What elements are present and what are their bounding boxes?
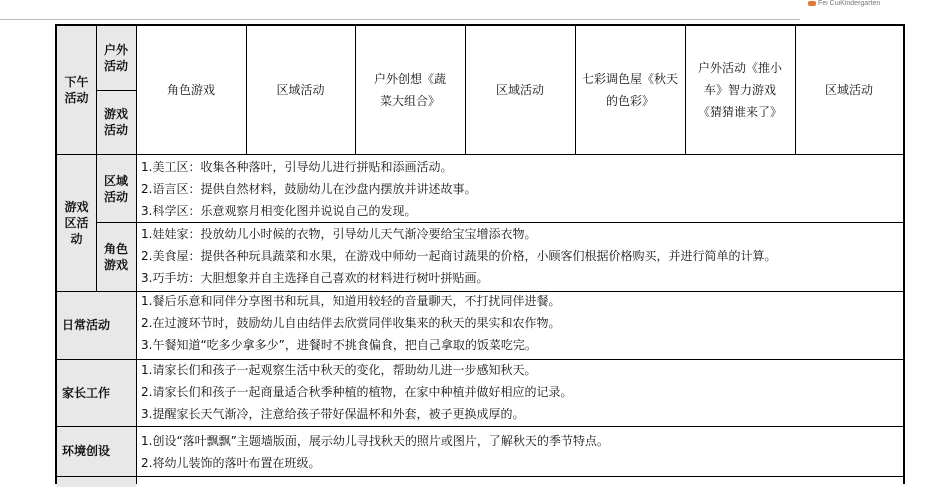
list-item: 2.在过渡环节时，鼓励幼儿自由结伴去欣赏同伴收集来的秋天的果实和农作物。 (141, 316, 561, 331)
afternoon-cell: 户外创想《蔬菜大组合》 (373, 72, 446, 108)
list-item: 3.科学区：乐意观察月相变化图并说说自己的发现。 (141, 204, 417, 219)
list-item: 1.创设“落叶飘飘”主题墙版面，展示幼儿寻找秋天的照片或图片，了解秋天的季节特点。 (141, 434, 609, 448)
list-item: 2.请家长们和孩子一起商量适合秋季种植的植物，在家中种植并做好相应的记录。 (141, 385, 573, 400)
list-item: 2.美食屋：提供各种玩具蔬菜和水果，在游戏中师幼一起商讨蔬果的价格，小顾客们根据价格购买，并进行简单的计算。 (141, 249, 777, 264)
table-rule (55, 291, 905, 292)
play-area-label: 游戏区活动 (57, 155, 96, 291)
role-game-content (136, 223, 903, 290)
daily-label: 日常活动 (57, 291, 136, 359)
table-rule (96, 24, 97, 291)
afternoon-cell: 区域活动 (276, 83, 325, 97)
afternoon-cell: 七彩调色屋《秋天的色彩》 (581, 72, 678, 108)
area-activity-content (136, 156, 903, 223)
list-item: 3.巧手坊：大胆想象并自主选择自己喜欢的材料进行树叶拼贴画。 (141, 271, 489, 286)
table-border (903, 24, 905, 484)
environment-label: 环境创设 (57, 426, 136, 476)
next-row-label (57, 477, 136, 487)
weekly-plan-table (55, 24, 905, 484)
parents-content (136, 359, 903, 426)
table-rule (55, 476, 905, 477)
afternoon-cell: 户外活动《推小车》智力游戏《猜猜谁来了》 (697, 61, 782, 119)
table-rule (355, 24, 356, 154)
afternoon-cell: 区域活动 (824, 83, 873, 97)
table-rule (136, 24, 137, 484)
environment-content (136, 430, 903, 474)
table-rule (465, 24, 466, 154)
list-item: 3.午餐知道“吃多少拿多少”，进餐时不挑食偏食，把自己拿取的饭菜吃完。 (141, 338, 537, 353)
outdoor-sub-label: 户外活动 (96, 26, 136, 90)
table-rule (55, 154, 905, 155)
table-rule (96, 90, 136, 91)
logo-icon (808, 1, 816, 6)
page-header-rule (0, 19, 800, 20)
daily-content (136, 290, 903, 357)
afternoon-cell: 角色游戏 (166, 83, 215, 97)
afternoon-label: 下午活动 (57, 26, 96, 154)
area-activity-label: 区域活动 (96, 155, 136, 222)
game-sub-label: 游戏活动 (96, 90, 136, 154)
list-item: 3.提醒家长天气渐冷，注意给孩子带好保温杯和外套，被子更换成厚的。 (141, 407, 525, 422)
list-item: 1.请家长们和孩子一起观察生活中秋天的变化，帮助幼儿进一步感知秋天。 (141, 363, 537, 377)
table-rule (685, 24, 686, 154)
table-rule (55, 359, 905, 360)
table-rule (96, 222, 905, 223)
list-item: 2.语言区：提供自然材料，鼓励幼儿在沙盘内摆放并讲述故事。 (141, 182, 477, 197)
table-border (55, 24, 57, 484)
table-border (55, 24, 905, 26)
table-rule (575, 24, 576, 154)
table-rule (795, 24, 796, 154)
list-item: 2.将幼儿装饰的落叶布置在班级。 (141, 456, 321, 471)
afternoon-cell: 区域活动 (495, 83, 544, 97)
kindergarten-logo: Fei CuiKindergarten (808, 0, 880, 7)
list-item: 1.餐后乐意和同伴分享图书和玩具，知道用较轻的音量聊天，不打扰同伴进餐。 (141, 294, 561, 308)
list-item: 1.娃娃家：投放幼儿小时候的衣物，引导幼儿天气渐冷要给宝宝增添衣物。 (141, 227, 537, 241)
role-game-label: 角色游戏 (96, 222, 136, 291)
parents-label: 家长工作 (57, 359, 136, 426)
list-item: 1.美工区：收集各种落叶，引导幼儿进行拼贴和添画活动。 (141, 160, 453, 174)
table-rule (246, 24, 247, 154)
table-rule (55, 426, 905, 427)
